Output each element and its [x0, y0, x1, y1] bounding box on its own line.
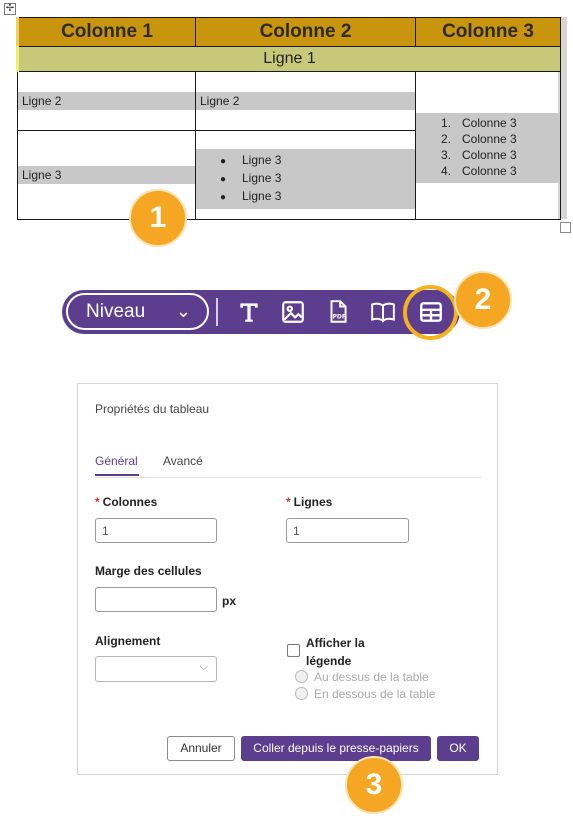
bullet-list: [196, 149, 415, 209]
paste-from-clipboard-button[interactable]: Coller depuis le presse-papiers: [241, 736, 431, 761]
cell-text: Ligne 3: [18, 166, 195, 184]
list-item: 3. Colonne 3: [441, 148, 517, 162]
svg-text:PDF: PDF: [332, 313, 346, 321]
show-caption-checkbox[interactable]: [287, 644, 300, 657]
step-callout-2: 2: [454, 271, 512, 329]
dialog-title: Propriétés du tableau: [95, 402, 210, 416]
table-properties-dialog: [77, 383, 498, 775]
rows-field[interactable]: [286, 518, 409, 543]
chevron-down-icon: ⌄: [175, 301, 191, 321]
table-header-cell[interactable]: Colonne 1: [18, 18, 196, 47]
table-header-cell[interactable]: Colonne 2: [196, 18, 416, 47]
table-cell-merged-vertical[interactable]: [416, 72, 561, 220]
cell-text: Ligne 2: [196, 92, 415, 110]
cell-margin-field[interactable]: [95, 587, 217, 612]
pdf-icon[interactable]: [325, 299, 351, 325]
list-item: 4. Colonne 3: [441, 164, 517, 178]
caption-above-label: Au dessus de la table: [314, 670, 429, 684]
table-cell[interactable]: [196, 131, 416, 220]
columns-label: * Colonnes: [95, 495, 158, 509]
table-row: [18, 72, 561, 131]
text-icon[interactable]: [236, 299, 262, 325]
tabs-divider: [95, 477, 481, 478]
cell-margin-label: Marge des cellules: [95, 564, 202, 578]
alignment-select[interactable]: [95, 656, 217, 682]
step-callout-3: 3: [345, 756, 403, 814]
chevron-down-icon: ⌵: [199, 661, 208, 673]
book-icon[interactable]: [370, 299, 396, 325]
table-header-cell[interactable]: Colonne 3: [416, 18, 561, 47]
tab-general[interactable]: Général: [95, 454, 138, 468]
table-move-handle[interactable]: ✢: [5, 3, 15, 14]
caption-below-label: En dessous de la table: [314, 687, 436, 701]
table-cell[interactable]: [196, 72, 416, 131]
caption-above-radio[interactable]: [295, 670, 308, 683]
image-icon[interactable]: [280, 299, 306, 325]
editor-toolbar: [62, 290, 460, 334]
list-item: ● Ligne 3: [220, 171, 282, 186]
cell-text: Ligne 2: [18, 92, 195, 110]
level-label: Niveau: [86, 301, 146, 322]
list-item: 2. Colonne 3: [441, 132, 517, 146]
rows-label: * Lignes: [286, 495, 333, 509]
ok-button[interactable]: OK: [437, 736, 479, 761]
cell-content: [416, 72, 560, 219]
alignment-label: Alignement: [95, 634, 161, 648]
list-item: ● Ligne 3: [220, 153, 282, 168]
toolbar-divider: [216, 298, 218, 326]
numbered-list: [416, 113, 560, 183]
table-cell[interactable]: [18, 72, 196, 131]
step-callout-1: 1: [129, 189, 187, 247]
table-resize-handle[interactable]: [560, 222, 571, 233]
caption-below-radio[interactable]: [295, 687, 308, 700]
tab-advanced[interactable]: Avancé: [163, 454, 203, 468]
table-cell-merged[interactable]: Ligne 1: [18, 47, 561, 72]
document-table: [16, 17, 561, 220]
list-item: 1. Colonne 3: [441, 116, 517, 130]
columns-field[interactable]: [95, 518, 217, 543]
highlight-ring: [403, 285, 458, 340]
list-item: ● Ligne 3: [220, 189, 282, 204]
margin-unit: px: [222, 594, 237, 608]
table-header-row: [18, 18, 561, 47]
level-dropdown-button[interactable]: [66, 293, 209, 330]
table-row: [18, 47, 561, 72]
show-caption-label: Afficher la légende: [306, 636, 365, 668]
active-tab-indicator: [95, 474, 139, 476]
cancel-button[interactable]: Annuler: [167, 736, 235, 761]
